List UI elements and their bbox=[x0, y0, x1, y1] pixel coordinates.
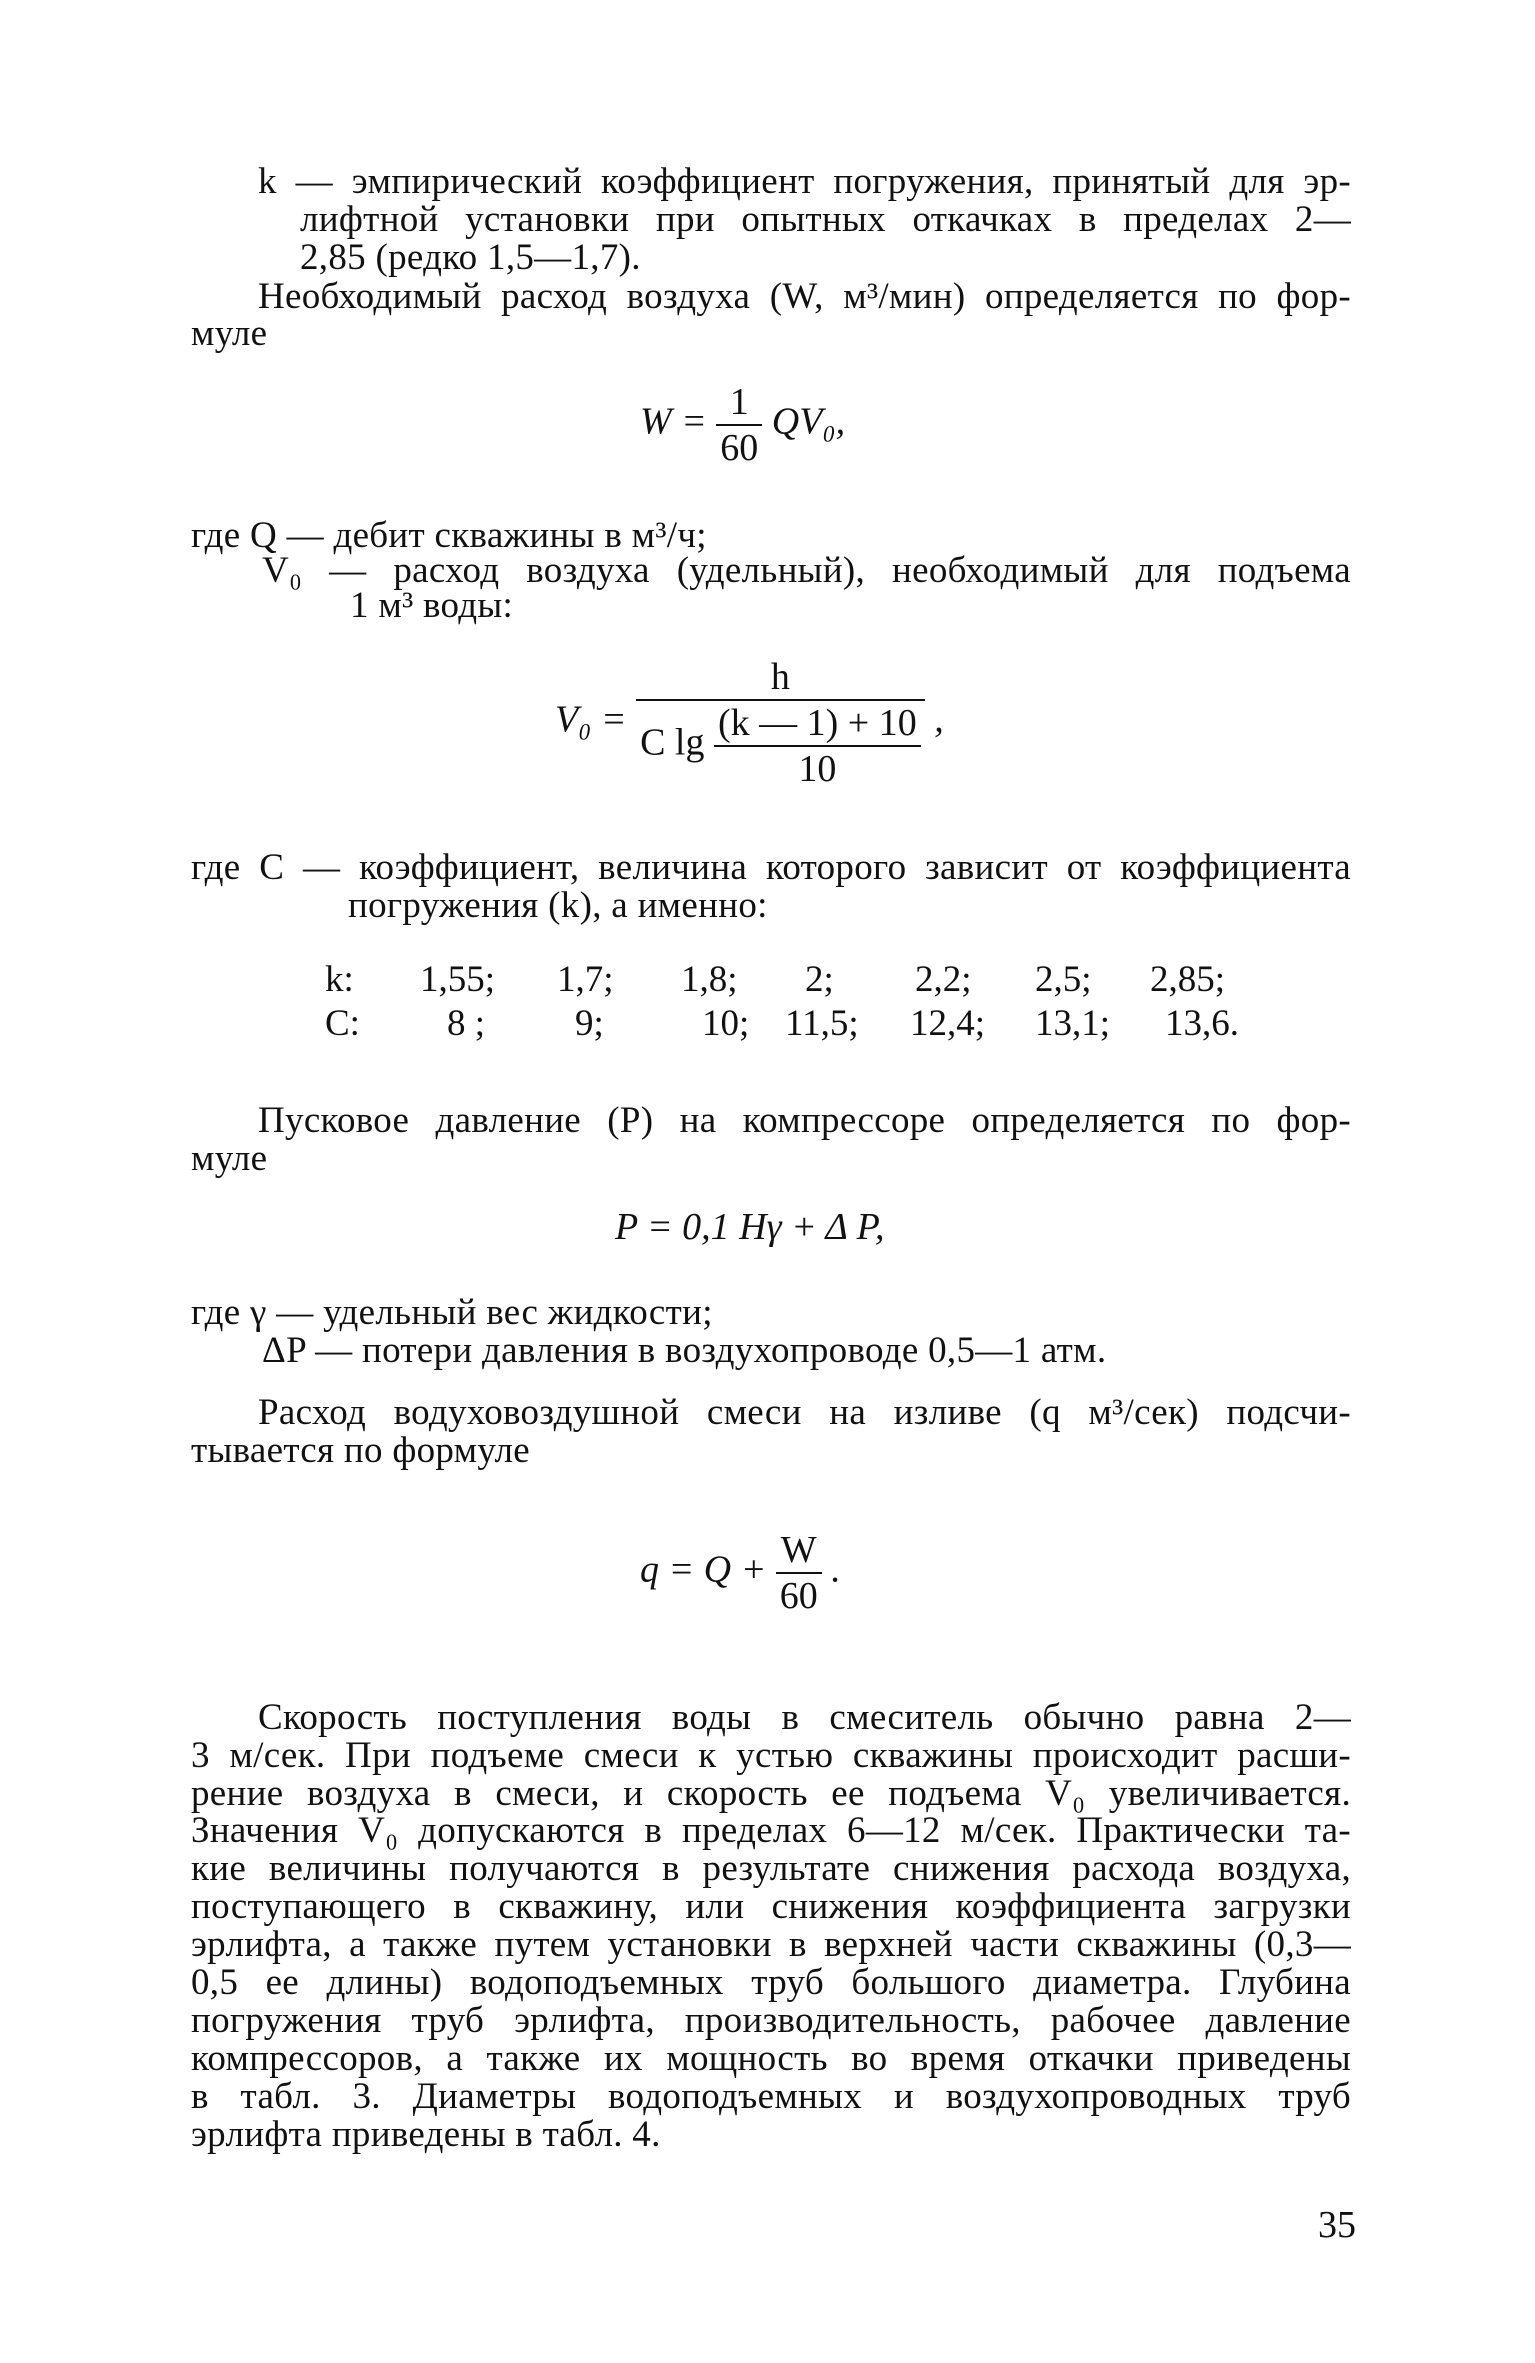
coefficient-table bbox=[325, 958, 1265, 1046]
where3-line-2: ΔP — потери давления в воздухопроводе 0,5—1 атм. bbox=[262, 1330, 1107, 1371]
formula-v0-inner-denominator: 10 bbox=[798, 748, 837, 790]
formula-v0-denominator bbox=[636, 701, 925, 791]
table-row-k bbox=[325, 958, 1265, 1002]
formula-v0-tail: , bbox=[934, 698, 944, 741]
formula-v0-lhs: V₀ = bbox=[555, 698, 627, 741]
table-cell: C: bbox=[325, 1003, 360, 1044]
para5-line-4: Значения V₀ допускаются в пределах 6—12 м/сек. Практически та- bbox=[191, 1810, 1351, 1851]
para5-line-6: поступающего в скважину, или снижения коэффициента загрузки bbox=[191, 1886, 1351, 1927]
formula-w-lhs: W = bbox=[640, 400, 707, 443]
formula-w-numerator: 1 bbox=[716, 380, 762, 426]
para5-line-2: 3 м/сек. При подъеме смеси к устью скважины происходит расши- bbox=[191, 1735, 1351, 1776]
table-cell: 13,6. bbox=[1165, 1003, 1239, 1044]
page-number: 35 bbox=[1318, 2204, 1356, 2246]
formula-q-fraction bbox=[776, 1528, 822, 1618]
formula-w-fraction bbox=[716, 380, 762, 470]
table-cell: 13,1; bbox=[1035, 1003, 1111, 1044]
para5-line-11: в табл. 3. Диаметры водоподъемных и воздухопроводных труб bbox=[191, 2076, 1351, 2117]
formula-v0-inner-fraction bbox=[714, 701, 921, 791]
para5-line-12: эрлифта приведены в табл. 4. bbox=[191, 2114, 661, 2155]
para1-line-3: 2,85 (редко 1,5—1,7). bbox=[300, 237, 641, 278]
para3-line-1: Пусковое давление (P) на компрессоре определяется по фор- bbox=[258, 1100, 1351, 1141]
para4-line-2: тывается по формуле bbox=[191, 1430, 531, 1471]
para1-line-1: k — эмпирический коэффициент погружения, принятый для эр- bbox=[258, 161, 1351, 202]
formula-v0-fraction bbox=[636, 655, 925, 791]
para1-line-2: лифтной установки при опытных откачках в пределах 2— bbox=[300, 199, 1351, 240]
where2-line-2: погружения (k), а именно: bbox=[348, 885, 768, 926]
formula-q bbox=[640, 1528, 841, 1618]
para5-line-8: 0,5 ее длины) водоподъемных труб большого диаметра. Глубина bbox=[191, 1962, 1351, 2003]
formula-q-tail: . bbox=[831, 1548, 841, 1591]
table-cell: k: bbox=[325, 959, 354, 1000]
para4-line-1: Расход водуховоздушной смеси на изливе (q м³/сек) подсчи- bbox=[258, 1392, 1351, 1433]
table-cell: 11,5; bbox=[785, 1003, 859, 1044]
para5-line-3: рение воздуха в смеси, и скорость ее подъема V₀ увеличивается. bbox=[191, 1773, 1351, 1814]
formula-v0-den-prefix: C lg bbox=[640, 721, 705, 764]
para5-line-5: кие величины получаются в результате снижения расхода воздуха, bbox=[191, 1848, 1351, 1889]
formula-v0 bbox=[555, 655, 944, 791]
table-cell: 2,5; bbox=[1035, 959, 1092, 1000]
where3-line-1: где γ — удельный вес жидкости; bbox=[191, 1292, 713, 1333]
table-cell: 1,8; bbox=[681, 959, 738, 1000]
table-cell: 1,55; bbox=[420, 959, 496, 1000]
para5-line-7: эрлифта, а также путем установки в верхней части скважины (0,3— bbox=[191, 1924, 1351, 1965]
formula-w-denominator: 60 bbox=[720, 427, 759, 469]
table-cell: 12,4; bbox=[910, 1003, 986, 1044]
para2-line-1: Необходимый расход воздуха (W, м³/мин) определяется по фор- bbox=[258, 276, 1351, 317]
para3-line-2: муле bbox=[191, 1138, 268, 1179]
formula-q-numerator: W bbox=[776, 1528, 822, 1574]
para2-line-2: муле bbox=[191, 313, 268, 354]
formula-v0-numerator: h bbox=[636, 655, 925, 701]
where1-line-3: 1 м³ воды: bbox=[350, 585, 514, 626]
where2-line-1: где C — коэффициент, величина которого зависит от коэффициента bbox=[191, 847, 1351, 888]
table-cell: 2,2; bbox=[915, 959, 972, 1000]
para5-line-1: Скорость поступления воды в смеситель обычно равна 2— bbox=[258, 1697, 1351, 1738]
para5-line-10: компрессоров, а также их мощность во время откачки приведены bbox=[191, 2038, 1351, 2079]
table-cell: 2,85; bbox=[1150, 959, 1226, 1000]
where1-line-1: где Q — дебит скважины в м³/ч; bbox=[191, 515, 707, 556]
formula-q-lhs: q = Q + bbox=[640, 1548, 767, 1591]
formula-w bbox=[640, 380, 845, 470]
table-cell: 10; bbox=[702, 1003, 750, 1044]
table-cell: 8 ; bbox=[447, 1003, 486, 1044]
table-cell: 9; bbox=[575, 1003, 604, 1044]
para5-line-9: погружения труб эрлифта, производительность, рабочее давление bbox=[191, 2000, 1351, 2041]
table-cell: 2; bbox=[805, 959, 834, 1000]
where1-line-2: V₀ — расход воздуха (удельный), необходимый для подъема bbox=[262, 550, 1351, 591]
formula-v0-inner-numerator: (k — 1) + 10 bbox=[714, 701, 921, 747]
formula-q-denominator: 60 bbox=[779, 1575, 818, 1617]
formula-w-rhs: QV₀, bbox=[771, 400, 846, 443]
table-row-c bbox=[325, 1002, 1265, 1046]
table-cell: 1,7; bbox=[557, 959, 614, 1000]
formula-p: P = 0,1 Hγ + Δ P, bbox=[615, 1206, 885, 1248]
